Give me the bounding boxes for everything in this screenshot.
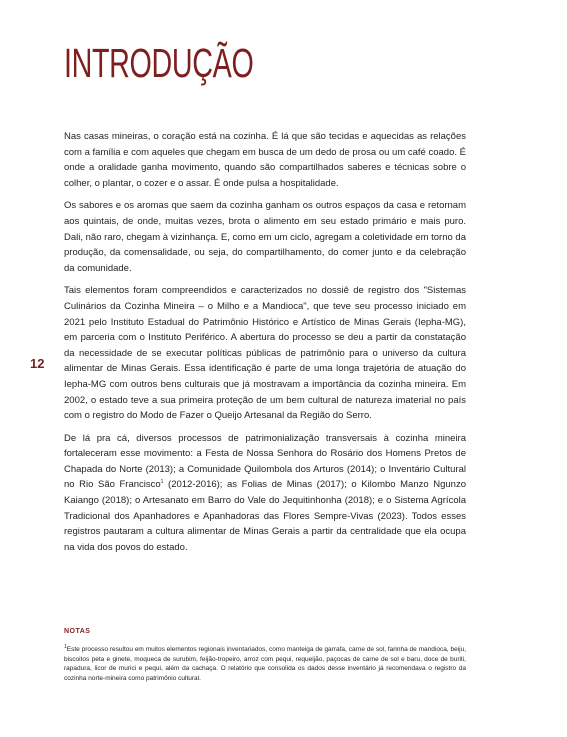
paragraph-text: De lá pra cá, diversos processos de patrimonialização transversais à cozinha mineira fortaleceram esse movimento: a Festa de Nossa Senhora do Rosário dos Homens Pretos de Chapada do Norte (2013); a Comunidade Quilombola dos Arturos (2014); o Inventário Cultural no Rio São Francisco [64,432,466,491]
page-title: INTRODUÇÃO [64,40,254,86]
footnote-text: Este processo resultou em muitos elementos regionais inventariados, como manteiga de garrafa, carne de sol, farinha de mandioca, beiju, biscoitos peta e ginete, moqueca de surubim, feijão-tropeiro, arroz com pequi, requeijão, paçocas de carne de sol e baru, doce de buriti, rapadura, licor de murici e pequi, além da cachaça. O relatório que consolida os dados desse inventário já recomendava o registro da cozinha norte-mineira como patrimônio cultural. [64,646,466,682]
body-text [64,129,466,562]
paragraph: Tais elementos foram compreendidos e caracterizados no dossiê de registro dos "Sistemas Culinários da Cozinha Mineira – o Milho e a Mandioca", que teve seu processo iniciado em 2021 pelo Instituto Estadual do Patrimônio Histórico e Artístico de Minas Gerais (Iepha-MG), em parceria com o Instituto Periférico. A abertura do processo se deu a partir da constatação da necessidade de se executar políticas públicas de patrimônio para o universo da cultura alimentar de Minas Gerais. Essa identificação é parte de uma longa trajetória de atuação do Iepha-MG com outros bens culturais que já mostravam a importância da cozinha mineira. Em 2002, o estado teve a sua primeira proteção de um bem cultural de natureza imaterial no país com o registro do Modo de Fazer o Queijo Artesanal da Região do Serro. [64,285,466,422]
footnote [64,645,466,683]
page-number: 12 [30,356,45,371]
paragraph: Os sabores e os aromas que saem da cozinha ganham os outros espaços da casa e retornam aos quintais, de onde, muitas vezes, brota o alimento em seu estado primário e mais puro. Dali, não raro, chegam à vizinhança. E, como em um ciclo, agregam a coletividade em torno da produção, da comensalidade, ou seja, do compartilhamento, do comer junto e da celebração da comunidade. [64,200,466,274]
notes-heading: NOTAS [64,628,91,635]
footnote-marker: 1 [64,643,67,650]
paragraph [64,431,466,556]
footnote-reference[interactable]: 1 [160,479,164,486]
paragraph: Nas casas mineiras, o coração está na cozinha. É lá que são tecidas e aquecidas as relações com a família e com aqueles que chegam em busca de um dedo de prosa ou um café coado. É onde a oralidade ganha movimento, quando são compartilhados saberes e técnicas sobre o colher, o plantar, o cozer e o assar. É onde pulsa a hospitalidade. [64,131,466,189]
paragraph-text: (2012-2016); as Folias de Minas (2017); o Kilombo Manzo Ngunzo Kaiango (2018); o Artesanato em Barro do Vale do Jequitinhonha (2018); e o Sistema Agrícola Tradicional dos Apanhadores e Apanhadoras das Flores Sempre-Vivas (2023). Todos esses registros pautaram a cultura alimentar de Minas Gerais a partir da centralidade que ela ocupa na vida dos povos do estado. [64,479,466,553]
notes-section [64,628,466,683]
